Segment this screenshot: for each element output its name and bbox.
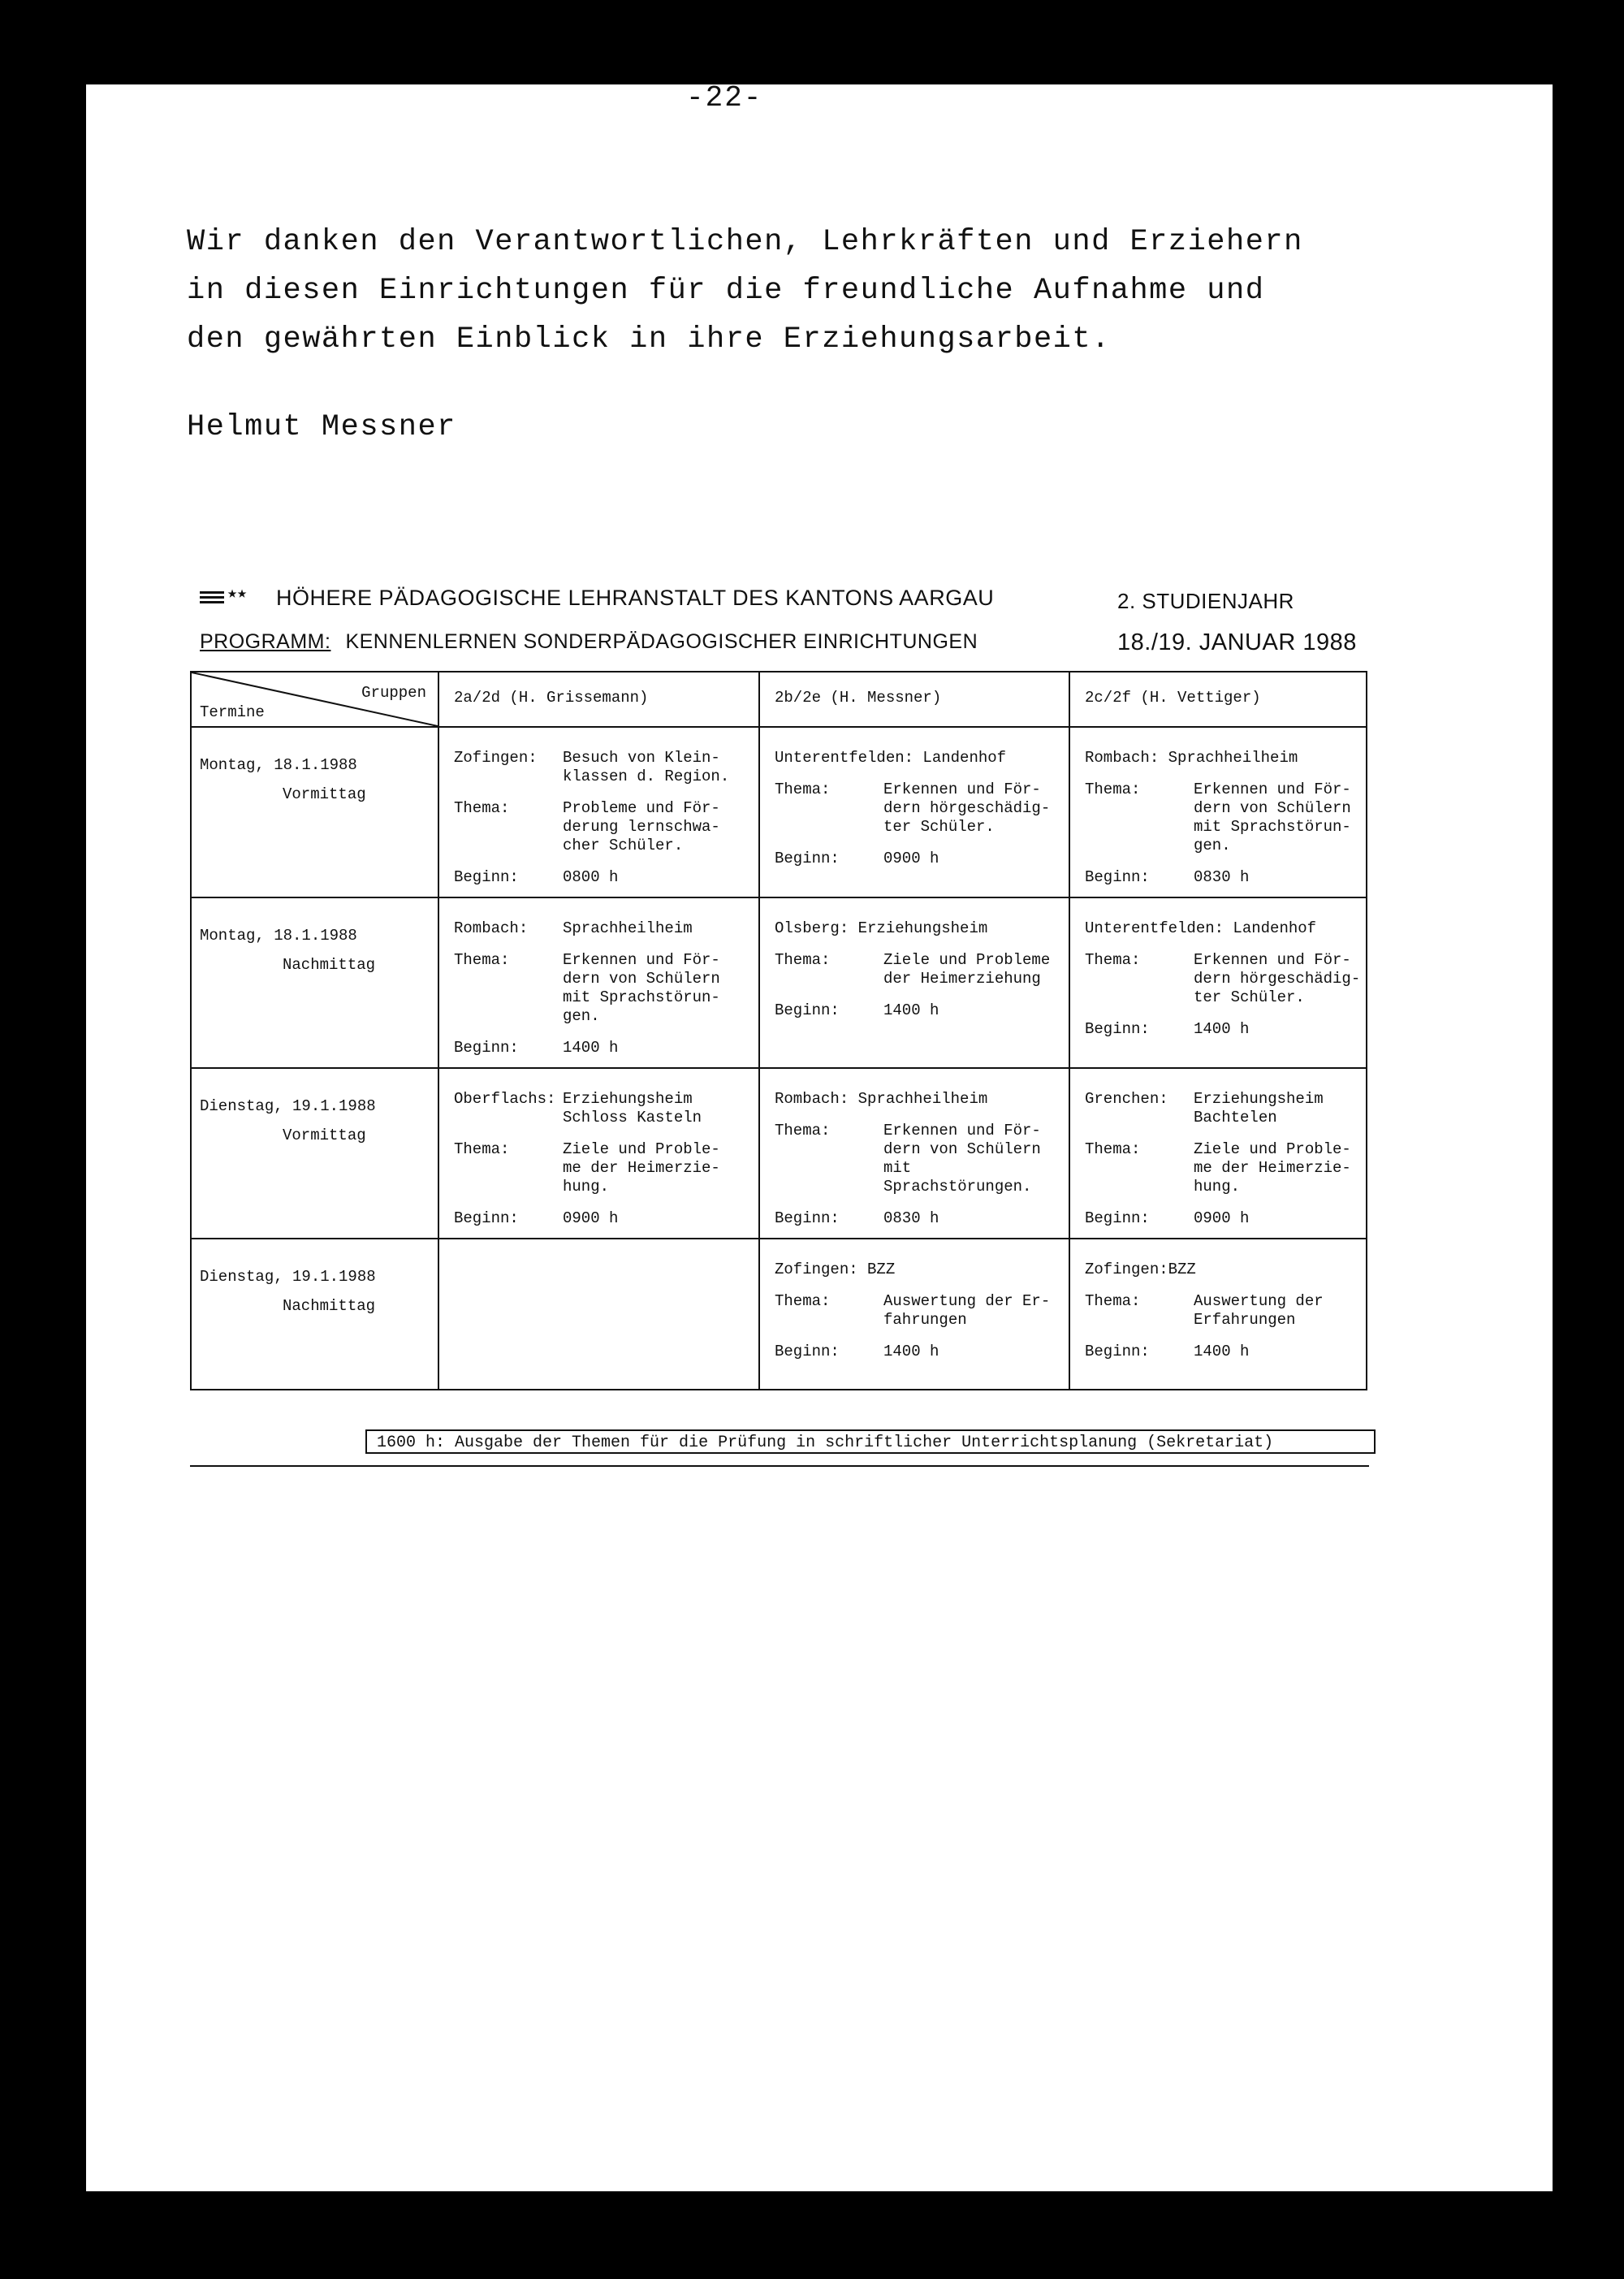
schedule-cell <box>1069 1068 1367 1239</box>
beginn-value: 1400 h <box>563 1039 619 1057</box>
beginn-label: Beginn: <box>775 1209 840 1227</box>
place-entry <box>454 749 754 786</box>
place-value: Sprachheilheim <box>563 919 693 937</box>
thema-entry <box>1085 1292 1361 1330</box>
stars-icon: ★★ <box>227 585 248 603</box>
place-label: Oberflachs: <box>454 1090 556 1108</box>
page-number: -22- <box>686 81 763 115</box>
thema-value: Erkennen und För- dern von Schülern mit Sprachstörungen. <box>883 1122 1041 1196</box>
thema-entry <box>775 951 1064 988</box>
beginn-entry <box>1085 1209 1361 1228</box>
thema-label: Thema: <box>454 951 510 969</box>
place-value: Unterentfelden: Landenhof <box>775 749 1007 767</box>
letter-line: in diesen Einrichtungen für die freundliche Aufnahme und <box>187 274 1265 308</box>
beginn-label: Beginn: <box>775 1001 840 1019</box>
corner-dates-label: Termine <box>200 703 265 721</box>
thema-value: Ziele und Probleme der Heimerziehung <box>883 951 1051 988</box>
thema-value: Erkennen und För- dern von Schülern mit Sprachstörun- gen. <box>563 951 720 1025</box>
schedule-cell <box>759 897 1069 1068</box>
place-label: Zofingen: <box>454 749 538 767</box>
thema-entry <box>454 799 754 855</box>
letter-line: Wir danken den Verantwortlichen, Lehrkräften und Erziehern <box>187 225 1303 259</box>
table-row <box>191 727 1367 897</box>
thema-entry <box>1085 951 1361 1007</box>
thema-value: Ziele und Proble- me der Heimerzie- hung. <box>563 1140 720 1196</box>
schedule-cell <box>438 1068 759 1239</box>
date-cell <box>191 1068 438 1239</box>
thema-entry <box>775 781 1064 837</box>
schedule-cell <box>438 1239 759 1390</box>
thema-label: Thema: <box>1085 951 1141 969</box>
period-label: Vormittag <box>283 1127 366 1144</box>
signature: Helmut Messner <box>187 410 456 444</box>
beginn-entry <box>454 868 754 887</box>
beginn-value: 1400 h <box>883 1343 939 1360</box>
schedule-table <box>190 671 1367 1390</box>
place-value: Zofingen: BZZ <box>775 1261 896 1278</box>
thema-entry <box>454 951 754 1026</box>
thema-label: Thema: <box>775 1292 831 1310</box>
beginn-value: 0830 h <box>883 1209 939 1227</box>
table-row <box>191 1068 1367 1239</box>
beginn-label: Beginn: <box>1085 1343 1150 1360</box>
thema-value: Erkennen und För- dern von Schülern mit Sprachstörun- gen. <box>1194 781 1351 854</box>
place-label: Grenchen: <box>1085 1090 1168 1108</box>
place-label: Rombach: <box>454 919 529 937</box>
program-title-line <box>200 630 978 654</box>
table-row <box>191 897 1367 1068</box>
thema-entry <box>775 1292 1064 1330</box>
day-label: Dienstag, 19.1.1988 <box>200 1097 376 1115</box>
beginn-entry <box>775 1343 1064 1361</box>
beginn-label: Beginn: <box>775 850 840 867</box>
beginn-value: 0900 h <box>883 850 939 867</box>
beginn-value: 0900 h <box>1194 1209 1250 1227</box>
aargau-flag-icon <box>200 591 224 606</box>
group-header: 2c/2f (H. Vettiger) <box>1069 672 1367 727</box>
thema-entry <box>454 1140 754 1196</box>
day-label: Montag, 18.1.1988 <box>200 927 357 945</box>
thank-you-letter <box>187 218 1303 364</box>
date-cell <box>191 727 438 897</box>
place-value: Olsberg: Erziehungsheim <box>775 919 988 937</box>
beginn-value: 1400 h <box>1194 1343 1250 1360</box>
thema-value: Erkennen und För- dern hörgeschädig- ter Schüler. <box>883 781 1051 836</box>
beginn-label: Beginn: <box>454 1039 519 1057</box>
period-label: Vormittag <box>283 785 366 803</box>
program-dates: 18./19. JANUAR 1988 <box>1117 629 1357 655</box>
beginn-label: Beginn: <box>1085 1209 1150 1227</box>
thema-label: Thema: <box>775 951 831 969</box>
thema-entry <box>1085 781 1361 855</box>
beginn-label: Beginn: <box>775 1343 840 1360</box>
place-entry <box>1085 1090 1361 1127</box>
thema-value: Probleme und För- derung lernschwa- cher Schüler. <box>563 799 720 854</box>
beginn-entry <box>775 850 1064 868</box>
beginn-value: 1400 h <box>1194 1020 1250 1038</box>
thema-label: Thema: <box>1085 781 1141 798</box>
beginn-value: 0800 h <box>563 868 619 886</box>
beginn-value: 1400 h <box>883 1001 939 1019</box>
place-value: Besuch von Klein- klassen d. Region. <box>563 749 730 785</box>
beginn-entry <box>775 1209 1064 1228</box>
place-value: Rombach: Sprachheilheim <box>1085 749 1298 767</box>
thema-value: Auswertung der Erfahrungen <box>1194 1292 1324 1329</box>
thema-value: Auswertung der Er- fahrungen <box>883 1292 1051 1329</box>
beginn-label: Beginn: <box>454 1209 519 1227</box>
thema-label: Thema: <box>454 799 510 817</box>
table-row <box>191 1239 1367 1390</box>
corner-groups-label: Gruppen <box>361 684 426 702</box>
thema-label: Thema: <box>775 781 831 798</box>
day-label: Dienstag, 19.1.1988 <box>200 1268 376 1286</box>
beginn-entry <box>454 1209 754 1228</box>
institution-name: HÖHERE PÄDAGOGISCHE LEHRANSTALT DES KANTONS AARGAU <box>276 586 995 610</box>
beginn-entry <box>1085 1020 1361 1039</box>
date-cell <box>191 897 438 1068</box>
program-label: PROGRAMM: <box>200 630 331 653</box>
schedule-cell <box>1069 1239 1367 1390</box>
beginn-entry <box>775 1001 1064 1020</box>
thema-label: Thema: <box>1085 1140 1141 1158</box>
schedule-cell <box>1069 727 1367 897</box>
day-label: Montag, 18.1.1988 <box>200 756 357 774</box>
place-value: Rombach: Sprachheilheim <box>775 1090 988 1108</box>
date-cell <box>191 1239 438 1390</box>
schedule-cell <box>438 897 759 1068</box>
schedule-cell <box>759 727 1069 897</box>
place-entry <box>454 919 754 938</box>
thema-label: Thema: <box>1085 1292 1141 1310</box>
period-label: Nachmittag <box>283 956 376 974</box>
beginn-label: Beginn: <box>1085 868 1150 886</box>
thema-label: Thema: <box>775 1122 831 1140</box>
thema-label: Thema: <box>454 1140 510 1158</box>
place-value: Unterentfelden: Landenhof <box>1085 919 1317 937</box>
letter-line: den gewährten Einblick in ihre Erziehungsarbeit. <box>187 322 1111 357</box>
table-header-row <box>191 672 1367 727</box>
place-value: Erziehungsheim Bachtelen <box>1194 1090 1324 1127</box>
exam-topics-notice: 1600 h: Ausgabe der Themen für die Prüfung in schriftlicher Unterrichtsplanung (Sekretariat) <box>365 1429 1376 1454</box>
thema-entry <box>1085 1140 1361 1196</box>
program-title: KENNENLERNEN SONDERPÄDAGOGISCHER EINRICHTUNGEN <box>345 630 978 653</box>
corner-cell <box>191 672 438 727</box>
beginn-entry <box>1085 1343 1361 1361</box>
beginn-label: Beginn: <box>1085 1020 1150 1038</box>
place-value: Erziehungsheim Schloss Kasteln <box>563 1090 702 1127</box>
schedule-cell <box>1069 897 1367 1068</box>
place-value: Zofingen:BZZ <box>1085 1261 1196 1278</box>
thema-entry <box>775 1122 1064 1196</box>
beginn-entry <box>1085 868 1361 887</box>
beginn-entry <box>454 1039 754 1057</box>
schedule-cell <box>759 1068 1069 1239</box>
table-bottom-rule <box>190 1465 1369 1467</box>
thema-value: Erkennen und För- dern hörgeschädig- ter Schüler. <box>1194 951 1361 1006</box>
thema-value: Ziele und Proble- me der Heimerzie- hung. <box>1194 1140 1351 1196</box>
schedule-cell <box>438 727 759 897</box>
beginn-value: 0830 h <box>1194 868 1250 886</box>
group-header: 2a/2d (H. Grissemann) <box>438 672 759 727</box>
group-header: 2b/2e (H. Messner) <box>759 672 1069 727</box>
place-entry <box>454 1090 754 1127</box>
study-year: 2. STUDIENJAHR <box>1117 589 1294 613</box>
period-label: Nachmittag <box>283 1297 376 1315</box>
beginn-label: Beginn: <box>454 868 519 886</box>
beginn-value: 0900 h <box>563 1209 619 1227</box>
schedule-cell <box>759 1239 1069 1390</box>
